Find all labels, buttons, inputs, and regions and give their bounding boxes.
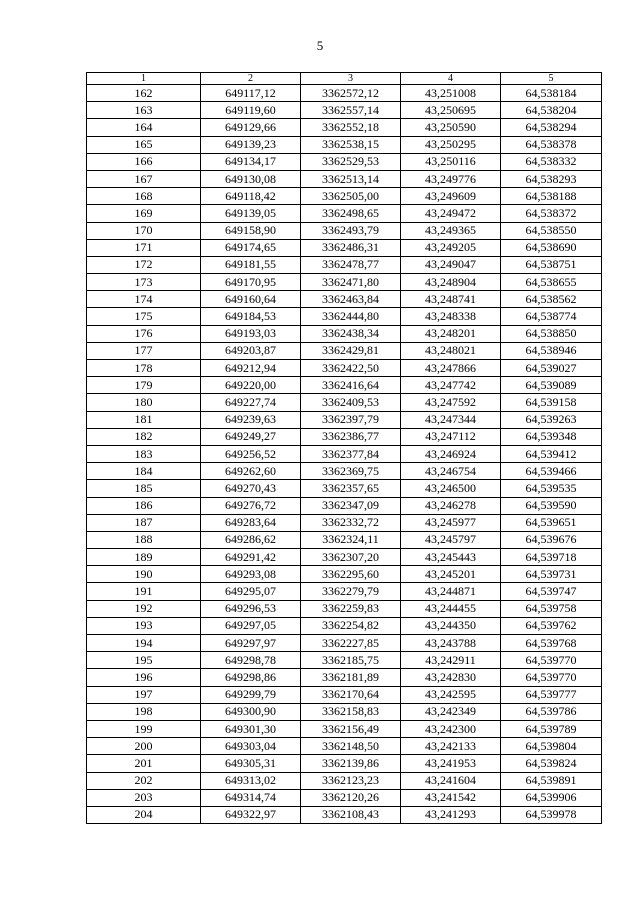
table-cell: 43,246924 bbox=[401, 445, 501, 462]
table-cell: 649256,52 bbox=[201, 445, 301, 462]
table-cell: 194 bbox=[87, 635, 201, 652]
table-cell: 3362156,49 bbox=[301, 720, 401, 737]
table-cell: 3362471,80 bbox=[301, 274, 401, 291]
table-cell: 649313,02 bbox=[201, 772, 301, 789]
table-cell: 649300,90 bbox=[201, 703, 301, 720]
table-cell: 64,538690 bbox=[501, 239, 602, 256]
table-row bbox=[87, 789, 602, 806]
table-cell: 64,539777 bbox=[501, 686, 602, 703]
table-cell: 3362538,15 bbox=[301, 136, 401, 153]
table-cell: 3362409,53 bbox=[301, 394, 401, 411]
table-cell: 43,248338 bbox=[401, 308, 501, 325]
table-cell: 178 bbox=[87, 360, 201, 377]
table-cell: 649298,86 bbox=[201, 669, 301, 686]
table-cell: 3362505,00 bbox=[301, 188, 401, 205]
table-cell: 176 bbox=[87, 325, 201, 342]
table-cell: 3362254,82 bbox=[301, 617, 401, 634]
page-number: 5 bbox=[316, 38, 324, 53]
table-cell: 64,539770 bbox=[501, 669, 602, 686]
table-cell: 64,538655 bbox=[501, 274, 602, 291]
table-cell: 64,539651 bbox=[501, 514, 602, 531]
table-cell: 3362307,20 bbox=[301, 549, 401, 566]
table-cell: 3362158,83 bbox=[301, 703, 401, 720]
table-cell: 177 bbox=[87, 342, 201, 359]
table-cell: 3362259,83 bbox=[301, 600, 401, 617]
table-cell: 64,538332 bbox=[501, 153, 602, 170]
table-cell: 3362227,85 bbox=[301, 635, 401, 652]
table-cell: 3362416,64 bbox=[301, 377, 401, 394]
table-cell: 166 bbox=[87, 153, 201, 170]
table-row bbox=[87, 549, 602, 566]
table-cell: 64,539718 bbox=[501, 549, 602, 566]
table-cell: 188 bbox=[87, 531, 201, 548]
table-cell: 196 bbox=[87, 669, 201, 686]
table-cell: 3362438,34 bbox=[301, 325, 401, 342]
table-row bbox=[87, 720, 602, 737]
table-cell: 170 bbox=[87, 222, 201, 239]
table-cell: 190 bbox=[87, 566, 201, 583]
table-cell: 43,249047 bbox=[401, 256, 501, 273]
table-row bbox=[87, 153, 602, 170]
table-row bbox=[87, 463, 602, 480]
table-cell: 179 bbox=[87, 377, 201, 394]
table-cell: 64,539804 bbox=[501, 738, 602, 755]
table-cell: 3362486,31 bbox=[301, 239, 401, 256]
table-cell: 43,247866 bbox=[401, 360, 501, 377]
table-cell: 64,539824 bbox=[501, 755, 602, 772]
column-header: 1 bbox=[87, 73, 201, 85]
table-row bbox=[87, 342, 602, 359]
table-cell: 3362139,86 bbox=[301, 755, 401, 772]
table-row bbox=[87, 360, 602, 377]
table-row bbox=[87, 325, 602, 342]
table-cell: 43,246278 bbox=[401, 497, 501, 514]
table-cell: 162 bbox=[87, 85, 201, 102]
table-cell: 649249,27 bbox=[201, 428, 301, 445]
table-cell: 43,246500 bbox=[401, 480, 501, 497]
table-row bbox=[87, 566, 602, 583]
table-cell: 649299,79 bbox=[201, 686, 301, 703]
table-cell: 64,538562 bbox=[501, 291, 602, 308]
table-cell: 43,247592 bbox=[401, 394, 501, 411]
table-cell: 64,539676 bbox=[501, 531, 602, 548]
table-cell: 3362572,12 bbox=[301, 85, 401, 102]
table-cell: 64,538550 bbox=[501, 222, 602, 239]
table-cell: 64,538372 bbox=[501, 205, 602, 222]
table-cell: 43,241293 bbox=[401, 806, 501, 823]
table-cell: 171 bbox=[87, 239, 201, 256]
table-cell: 3362148,50 bbox=[301, 738, 401, 755]
table-row bbox=[87, 170, 602, 187]
table-cell: 64,539590 bbox=[501, 497, 602, 514]
table-row bbox=[87, 686, 602, 703]
table-cell: 43,248904 bbox=[401, 274, 501, 291]
table-row bbox=[87, 617, 602, 634]
table-cell: 64,538850 bbox=[501, 325, 602, 342]
table-cell: 173 bbox=[87, 274, 201, 291]
table-cell: 3362181,89 bbox=[301, 669, 401, 686]
table-cell: 3362463,84 bbox=[301, 291, 401, 308]
table-header-row bbox=[87, 73, 602, 85]
table-row bbox=[87, 669, 602, 686]
table-cell: 43,241953 bbox=[401, 755, 501, 772]
table-cell: 649139,05 bbox=[201, 205, 301, 222]
table-cell: 184 bbox=[87, 463, 201, 480]
table-cell: 649181,55 bbox=[201, 256, 301, 273]
table-cell: 164 bbox=[87, 119, 201, 136]
table-cell: 185 bbox=[87, 480, 201, 497]
table-cell: 43,249205 bbox=[401, 239, 501, 256]
table-cell: 43,242349 bbox=[401, 703, 501, 720]
table-cell: 649134,17 bbox=[201, 153, 301, 170]
table-cell: 191 bbox=[87, 583, 201, 600]
table-row bbox=[87, 119, 602, 136]
table-row bbox=[87, 738, 602, 755]
table-cell: 3362377,84 bbox=[301, 445, 401, 462]
table-cell: 64,538204 bbox=[501, 102, 602, 119]
table-row bbox=[87, 188, 602, 205]
table-cell: 3362357,65 bbox=[301, 480, 401, 497]
table-cell: 64,538188 bbox=[501, 188, 602, 205]
table-cell: 649295,07 bbox=[201, 583, 301, 600]
table-cell: 64,538184 bbox=[501, 85, 602, 102]
table-cell: 43,249776 bbox=[401, 170, 501, 187]
table-cell: 167 bbox=[87, 170, 201, 187]
table-cell: 649227,74 bbox=[201, 394, 301, 411]
table-cell: 649129,66 bbox=[201, 119, 301, 136]
table-row bbox=[87, 428, 602, 445]
table-cell: 169 bbox=[87, 205, 201, 222]
table-cell: 200 bbox=[87, 738, 201, 755]
table-row bbox=[87, 755, 602, 772]
table-cell: 3362347,09 bbox=[301, 497, 401, 514]
table-row bbox=[87, 85, 602, 102]
table-cell: 649276,72 bbox=[201, 497, 301, 514]
table-cell: 203 bbox=[87, 789, 201, 806]
table-cell: 189 bbox=[87, 549, 201, 566]
table-cell: 649184,53 bbox=[201, 308, 301, 325]
column-header: 2 bbox=[201, 73, 301, 85]
table-cell: 64,539535 bbox=[501, 480, 602, 497]
table-cell: 43,241604 bbox=[401, 772, 501, 789]
table-cell: 3362332,72 bbox=[301, 514, 401, 531]
table-row bbox=[87, 291, 602, 308]
column-header: 5 bbox=[501, 73, 602, 85]
table-cell: 64,539158 bbox=[501, 394, 602, 411]
table-cell: 64,539789 bbox=[501, 720, 602, 737]
table-cell: 174 bbox=[87, 291, 201, 308]
table-cell: 649158,90 bbox=[201, 222, 301, 239]
table-cell: 204 bbox=[87, 806, 201, 823]
table-cell: 649118,42 bbox=[201, 188, 301, 205]
table-cell: 64,539978 bbox=[501, 806, 602, 823]
table-cell: 43,245443 bbox=[401, 549, 501, 566]
table-cell: 64,539412 bbox=[501, 445, 602, 462]
table-cell: 64,539466 bbox=[501, 463, 602, 480]
table-cell: 43,242911 bbox=[401, 652, 501, 669]
table-cell: 649203,87 bbox=[201, 342, 301, 359]
table-cell: 186 bbox=[87, 497, 201, 514]
table-row bbox=[87, 772, 602, 789]
table-cell: 3362478,77 bbox=[301, 256, 401, 273]
table-cell: 192 bbox=[87, 600, 201, 617]
table-row bbox=[87, 652, 602, 669]
table-cell: 649297,97 bbox=[201, 635, 301, 652]
table-cell: 3362185,75 bbox=[301, 652, 401, 669]
table-row bbox=[87, 136, 602, 153]
table-cell: 3362529,53 bbox=[301, 153, 401, 170]
table-cell: 649286,62 bbox=[201, 531, 301, 548]
table-cell: 64,539891 bbox=[501, 772, 602, 789]
table-cell: 649212,94 bbox=[201, 360, 301, 377]
table-cell: 64,538946 bbox=[501, 342, 602, 359]
table-cell: 3362295,60 bbox=[301, 566, 401, 583]
table-cell: 172 bbox=[87, 256, 201, 273]
table-cell: 649283,64 bbox=[201, 514, 301, 531]
table-row bbox=[87, 102, 602, 119]
table-cell: 43,242830 bbox=[401, 669, 501, 686]
table-cell: 187 bbox=[87, 514, 201, 531]
table-cell: 43,249365 bbox=[401, 222, 501, 239]
table-cell: 43,247742 bbox=[401, 377, 501, 394]
table-cell: 195 bbox=[87, 652, 201, 669]
table-cell: 43,248741 bbox=[401, 291, 501, 308]
table-cell: 649314,74 bbox=[201, 789, 301, 806]
table-cell: 43,250590 bbox=[401, 119, 501, 136]
table-cell: 43,250695 bbox=[401, 102, 501, 119]
table-row bbox=[87, 514, 602, 531]
table-cell: 649262,60 bbox=[201, 463, 301, 480]
table-cell: 165 bbox=[87, 136, 201, 153]
table-row bbox=[87, 531, 602, 548]
table-cell: 43,247112 bbox=[401, 428, 501, 445]
table-cell: 64,538378 bbox=[501, 136, 602, 153]
coordinates-table bbox=[86, 72, 602, 824]
table-cell: 3362369,75 bbox=[301, 463, 401, 480]
table-cell: 649117,12 bbox=[201, 85, 301, 102]
table-cell: 64,539027 bbox=[501, 360, 602, 377]
table-cell: 43,251008 bbox=[401, 85, 501, 102]
table-cell: 64,539758 bbox=[501, 600, 602, 617]
table-row bbox=[87, 274, 602, 291]
table-row bbox=[87, 445, 602, 462]
table-cell: 3362279,79 bbox=[301, 583, 401, 600]
table-cell: 3362429,81 bbox=[301, 342, 401, 359]
table-cell: 3362108,43 bbox=[301, 806, 401, 823]
table-cell: 43,245977 bbox=[401, 514, 501, 531]
table-cell: 43,249472 bbox=[401, 205, 501, 222]
table-cell: 197 bbox=[87, 686, 201, 703]
table-cell: 181 bbox=[87, 411, 201, 428]
table-row bbox=[87, 703, 602, 720]
column-header: 4 bbox=[401, 73, 501, 85]
table-cell: 43,246754 bbox=[401, 463, 501, 480]
table-cell: 199 bbox=[87, 720, 201, 737]
table-cell: 43,242595 bbox=[401, 686, 501, 703]
table-row bbox=[87, 256, 602, 273]
table-cell: 649322,97 bbox=[201, 806, 301, 823]
table-cell: 64,539786 bbox=[501, 703, 602, 720]
table-cell: 175 bbox=[87, 308, 201, 325]
table-cell: 43,250116 bbox=[401, 153, 501, 170]
table-cell: 43,247344 bbox=[401, 411, 501, 428]
table-cell: 43,245201 bbox=[401, 566, 501, 583]
table-cell: 182 bbox=[87, 428, 201, 445]
table-cell: 3362498,65 bbox=[301, 205, 401, 222]
table-cell: 198 bbox=[87, 703, 201, 720]
table-cell: 3362324,11 bbox=[301, 531, 401, 548]
table-cell: 3362170,64 bbox=[301, 686, 401, 703]
table-row bbox=[87, 222, 602, 239]
table-cell: 3362557,14 bbox=[301, 102, 401, 119]
table-cell: 649301,30 bbox=[201, 720, 301, 737]
table-cell: 3362513,14 bbox=[301, 170, 401, 187]
table-cell: 649119,60 bbox=[201, 102, 301, 119]
table-cell: 649193,03 bbox=[201, 325, 301, 342]
table-cell: 64,538751 bbox=[501, 256, 602, 273]
table-cell: 64,538293 bbox=[501, 170, 602, 187]
table-cell: 3362552,18 bbox=[301, 119, 401, 136]
table-row bbox=[87, 377, 602, 394]
table-cell: 43,245797 bbox=[401, 531, 501, 548]
table-cell: 168 bbox=[87, 188, 201, 205]
table-row bbox=[87, 806, 602, 823]
table-cell: 64,539762 bbox=[501, 617, 602, 634]
table-cell: 43,249609 bbox=[401, 188, 501, 205]
table-cell: 64,539768 bbox=[501, 635, 602, 652]
table-cell: 3362422,50 bbox=[301, 360, 401, 377]
table-cell: 649170,95 bbox=[201, 274, 301, 291]
table-cell: 3362493,79 bbox=[301, 222, 401, 239]
table-row bbox=[87, 583, 602, 600]
column-header: 3 bbox=[301, 73, 401, 85]
table-cell: 43,244455 bbox=[401, 600, 501, 617]
table-cell: 649270,43 bbox=[201, 480, 301, 497]
table-cell: 64,539089 bbox=[501, 377, 602, 394]
table-cell: 649239,63 bbox=[201, 411, 301, 428]
table-body bbox=[87, 85, 602, 824]
table-cell: 43,248021 bbox=[401, 342, 501, 359]
table-cell: 43,248201 bbox=[401, 325, 501, 342]
table-cell: 64,539263 bbox=[501, 411, 602, 428]
table-row bbox=[87, 394, 602, 411]
table-cell: 649293,08 bbox=[201, 566, 301, 583]
table-cell: 64,538774 bbox=[501, 308, 602, 325]
table-row bbox=[87, 411, 602, 428]
table-cell: 193 bbox=[87, 617, 201, 634]
table-cell: 64,539731 bbox=[501, 566, 602, 583]
table-cell: 43,241542 bbox=[401, 789, 501, 806]
table-cell: 3362444,80 bbox=[301, 308, 401, 325]
table-row bbox=[87, 308, 602, 325]
table-cell: 649160,64 bbox=[201, 291, 301, 308]
table-cell: 649291,42 bbox=[201, 549, 301, 566]
table-cell: 183 bbox=[87, 445, 201, 462]
table-cell: 649296,53 bbox=[201, 600, 301, 617]
table-cell: 202 bbox=[87, 772, 201, 789]
table-cell: 649297,05 bbox=[201, 617, 301, 634]
table-row bbox=[87, 480, 602, 497]
table-cell: 649139,23 bbox=[201, 136, 301, 153]
table-cell: 43,244350 bbox=[401, 617, 501, 634]
table-row bbox=[87, 497, 602, 514]
table-cell: 3362120,26 bbox=[301, 789, 401, 806]
table-row bbox=[87, 205, 602, 222]
table-cell: 649298,78 bbox=[201, 652, 301, 669]
table-cell: 64,539348 bbox=[501, 428, 602, 445]
table-cell: 43,242300 bbox=[401, 720, 501, 737]
table-row bbox=[87, 600, 602, 617]
table-cell: 43,250295 bbox=[401, 136, 501, 153]
table-cell: 64,538294 bbox=[501, 119, 602, 136]
table-cell: 180 bbox=[87, 394, 201, 411]
table-cell: 649220,00 bbox=[201, 377, 301, 394]
table-cell: 649303,04 bbox=[201, 738, 301, 755]
table-cell: 3362397,79 bbox=[301, 411, 401, 428]
table-cell: 201 bbox=[87, 755, 201, 772]
table-row bbox=[87, 635, 602, 652]
table-cell: 43,242133 bbox=[401, 738, 501, 755]
table-cell: 64,539770 bbox=[501, 652, 602, 669]
table-cell: 649305,31 bbox=[201, 755, 301, 772]
table-row bbox=[87, 239, 602, 256]
table-cell: 163 bbox=[87, 102, 201, 119]
table-cell: 64,539747 bbox=[501, 583, 602, 600]
table-cell: 43,243788 bbox=[401, 635, 501, 652]
table-cell: 649130,08 bbox=[201, 170, 301, 187]
table-cell: 64,539906 bbox=[501, 789, 602, 806]
table-cell: 43,244871 bbox=[401, 583, 501, 600]
table-cell: 3362386,77 bbox=[301, 428, 401, 445]
table-cell: 649174,65 bbox=[201, 239, 301, 256]
table-cell: 3362123,23 bbox=[301, 772, 401, 789]
